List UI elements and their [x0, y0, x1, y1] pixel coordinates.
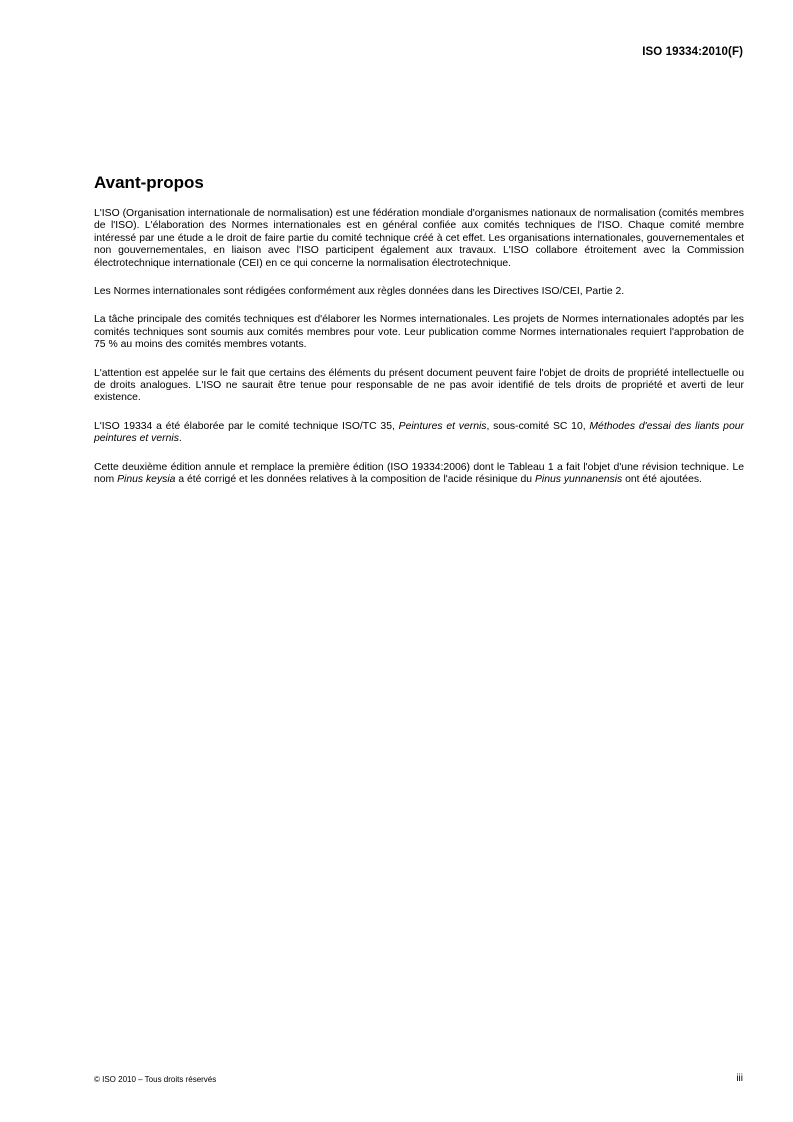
paragraph-patent-rights: L'attention est appelée sur le fait que certains des éléments du présent document peuvent faire l'objet de droits de propriété intellectuelle ou de droits analogues. L'ISO ne saurait être tenue pour responsable de ne pas avoir identifié de tels droits de propriété et averti de leur existence. [94, 367, 744, 404]
page-number: iii [736, 1073, 743, 1084]
foreword-body [94, 208, 744, 503]
paragraph-directives: Les Normes internationales sont rédigées conformément aux règles données dans les Directives ISO/CEI, Partie 2. [94, 286, 625, 298]
paragraph-prepared-by: L'ISO 19334 a été élaborée par le comité technique ISO/TC 35, Peintures et vernis, sous-comité SC 10, Méthodes d'essai des liants pour peintures et vernis. [94, 420, 744, 445]
subcommittee-title-emphasis: Méthodes d'essai des liants pour peintures et vernis [94, 420, 744, 445]
paragraph-technical-committees: La tâche principale des comités techniques est d'élaborer les Normes internationales. Les projets de Normes internationales adoptés par les comités techniques sont soumis aux comités membres pour vote. Leur publication comme Normes internationales requiert l'approbation de 75 % au moins des comités membres votants. [94, 314, 744, 351]
species-name-emphasis: Pinus keysia [117, 474, 176, 486]
species-name-emphasis: Pinus yunnanensis [534, 474, 623, 486]
page-title: Avant-propos [94, 173, 204, 192]
document-id-header: ISO 19334:2010(F) [642, 46, 743, 58]
paragraph-iso-organisation: L'ISO (Organisation internationale de normalisation) est une fédération mondiale d'organismes nationaux de normalisation (comités membres de l'ISO). L'élaboration des Normes internationales est en général confiée aux comités techniques de l'ISO. Chaque comité membre intéressé par une étude a le droit de faire partie du comité technique créé à cet effet. Les organisations internationales, gouvernementales et non gouvernementales, en liaison avec l'ISO participent également aux travaux. L'ISO collabore étroitement avec la Commission électrotechnique internationale (CEI) en ce qui concerne la normalisation électrotechnique. [94, 208, 744, 269]
paragraph-edition-note: Cette deuxième édition annule et remplace la première édition (ISO 19334:2006) dont le Tableau 1 a fait l'objet d'une révision technique. Le nom Pinus keysia a été corrigé et les données relatives à la composition de l'acide résinique du Pinus yunnanensis ont été ajoutées. [94, 461, 744, 486]
copyright-footer: © ISO 2010 – Tous droits réservés [94, 1075, 217, 1084]
committee-title-emphasis: Peintures et vernis [398, 420, 487, 432]
